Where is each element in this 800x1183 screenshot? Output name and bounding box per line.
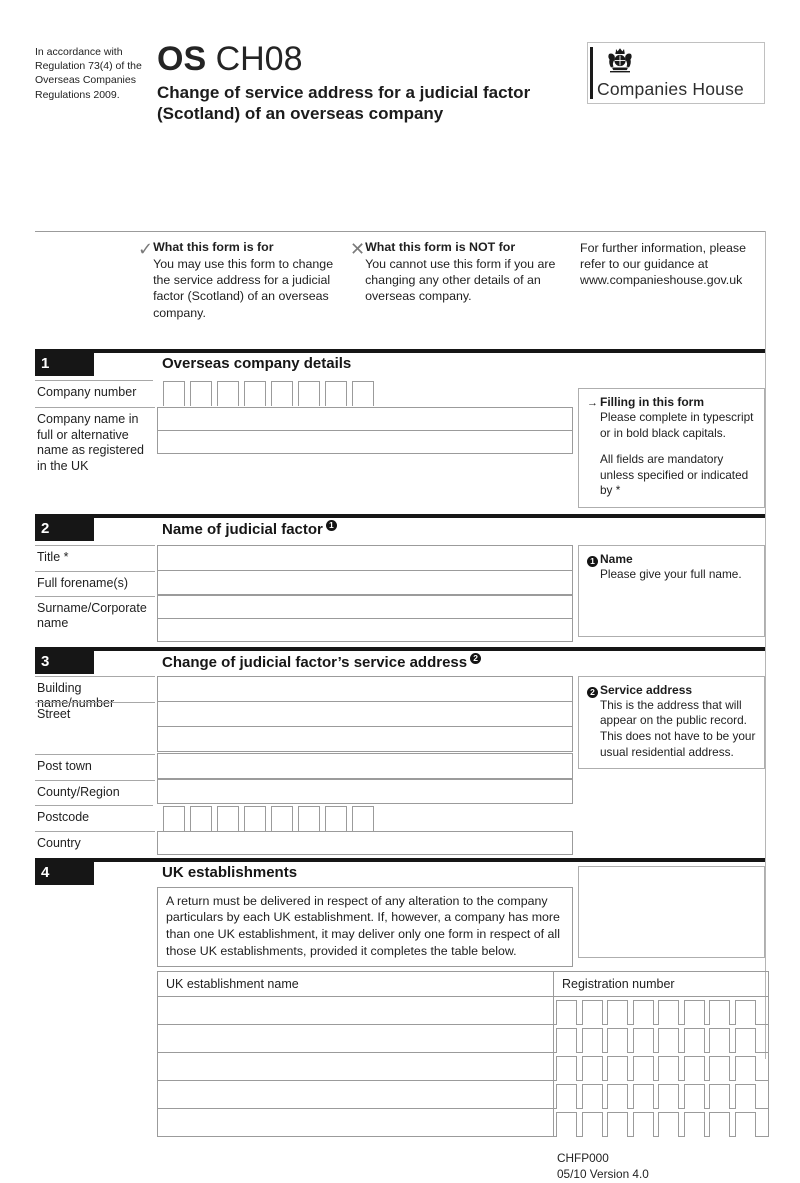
- registration-number-cell[interactable]: [607, 1000, 628, 1025]
- registration-number-cell[interactable]: [735, 1084, 756, 1109]
- section-change-of-service-address: [35, 647, 765, 858]
- section-number-badge: 1: [35, 353, 94, 376]
- registration-number-cell[interactable]: [633, 1028, 654, 1053]
- company-number-cell[interactable]: [217, 381, 239, 406]
- post-town-input[interactable]: [157, 753, 573, 779]
- postcode-cell[interactable]: [271, 806, 293, 831]
- form-footer: [557, 1151, 765, 1183]
- footnote-2-marker: 2: [587, 687, 598, 698]
- registration-number-cell[interactable]: [684, 1056, 705, 1081]
- what-form-is-for: [138, 239, 350, 349]
- filling-in-form-note: [578, 388, 765, 508]
- registration-number-cell[interactable]: [582, 1000, 603, 1025]
- surname-input-line2[interactable]: [157, 618, 573, 642]
- registration-number-cell[interactable]: [556, 1028, 577, 1053]
- registration-number-cell[interactable]: [556, 1112, 577, 1137]
- royal-crest-icon: [602, 46, 638, 81]
- note-line2: All fields are mandatory unless specified or indicated by *: [600, 452, 749, 498]
- empty-note-box: [578, 866, 765, 958]
- country-input[interactable]: [157, 831, 573, 855]
- establishment-name-cell[interactable]: [158, 1053, 554, 1080]
- what-form-is-not-for: [350, 239, 580, 349]
- table-row: [157, 1080, 769, 1109]
- registration-number-cell[interactable]: [633, 1056, 654, 1081]
- registration-number-cell[interactable]: [633, 1084, 654, 1109]
- check-icon: ✓: [138, 239, 154, 259]
- section-title: Change of judicial factor’s service address 2: [94, 651, 481, 671]
- registration-number-cell[interactable]: [709, 1000, 730, 1025]
- intro-strip: [35, 231, 765, 349]
- registration-number-cell[interactable]: [709, 1028, 730, 1053]
- establishment-name-header: UK establishment name: [158, 972, 554, 996]
- title-label: Title *: [35, 545, 155, 571]
- section-uk-establishments: [35, 858, 765, 1137]
- section-name-of-judicial-factor: [35, 514, 765, 647]
- footnote-1-marker: 1: [587, 556, 598, 567]
- registration-number-header: Registration number: [562, 977, 675, 992]
- company-number-boxes: [163, 381, 573, 406]
- company-number-cell[interactable]: [163, 381, 185, 406]
- registration-number-cell[interactable]: [556, 1000, 577, 1025]
- postcode-cell[interactable]: [217, 806, 239, 831]
- form-code-suffix: CH08: [215, 40, 303, 78]
- registration-number-cell[interactable]: [735, 1112, 756, 1137]
- forename-label: Full forename(s): [35, 571, 155, 596]
- is-for-body: You may use this form to change the service address for a judicial factor (Scotland) of an overseas company.: [153, 257, 334, 320]
- section-number-badge: 4: [35, 862, 94, 885]
- registration-number-cell[interactable]: [556, 1084, 577, 1109]
- company-number-cell[interactable]: [190, 381, 212, 406]
- title-block: [153, 42, 587, 231]
- registration-number-cell[interactable]: [658, 1084, 679, 1109]
- note-line1: Please complete in typescript or in bold black capitals.: [600, 410, 754, 440]
- country-label: Country: [35, 831, 155, 855]
- section-number-badge: 2: [35, 518, 94, 541]
- section-title: Name of judicial factor 1: [94, 518, 337, 538]
- form-header: [35, 42, 765, 231]
- registration-number-cell[interactable]: [658, 1000, 679, 1025]
- registration-number-cell[interactable]: [709, 1084, 730, 1109]
- postcode-cell[interactable]: [190, 806, 212, 831]
- logo-left-bar: [590, 47, 593, 99]
- note-title: Filling in this form: [600, 395, 704, 409]
- note-body: Please give your full name.: [600, 566, 742, 581]
- establishment-name-cell[interactable]: [158, 997, 554, 1024]
- form-code-prefix: OS: [157, 40, 207, 78]
- company-number-cell[interactable]: [352, 381, 374, 406]
- company-number-label: Company number: [35, 380, 153, 407]
- registration-number-cell[interactable]: [633, 1000, 654, 1025]
- street-label: Street: [35, 702, 155, 754]
- establishment-name-cell[interactable]: [158, 1081, 554, 1108]
- registration-number-cell[interactable]: [658, 1056, 679, 1081]
- table-row: [157, 1052, 769, 1081]
- uk-establishments-intro: A return must be delivered in respect of any alteration to the company particulars by each UK establishment. If, however, a company has more than one UK establishment, it may deliver only one form in respect of all those UK establishments, provided it completes the table below.: [157, 887, 573, 967]
- note-title: Service address: [600, 682, 693, 697]
- table-row: [157, 996, 769, 1025]
- company-number-cell[interactable]: [325, 381, 347, 406]
- registration-number-cell[interactable]: [735, 1028, 756, 1053]
- note-body: This is the address that will appear on the public record. This does not have to be your usual residential address.: [600, 697, 756, 759]
- street-input-line1[interactable]: [157, 701, 573, 727]
- guidance-note: For further information, please refer to our guidance at www.companieshouse.gov.uk: [580, 241, 746, 288]
- registration-number-cell[interactable]: [735, 1000, 756, 1025]
- county-label: County/Region: [35, 780, 155, 805]
- companies-house-logo: [587, 42, 765, 104]
- registration-number-cell[interactable]: [658, 1112, 679, 1137]
- postcode-cell[interactable]: [163, 806, 185, 831]
- postcode-cell[interactable]: [244, 806, 266, 831]
- registration-number-cell[interactable]: [684, 1028, 705, 1053]
- company-name-label: Company name in full or alternative name as registered in the UK: [35, 407, 155, 454]
- company-name-input-line1[interactable]: [157, 407, 573, 431]
- registration-number-cell[interactable]: [607, 1084, 628, 1109]
- cross-icon: ✕: [350, 239, 366, 259]
- form-code: [157, 42, 587, 76]
- registration-number-cell[interactable]: [582, 1084, 603, 1109]
- registration-number-cell[interactable]: [658, 1028, 679, 1053]
- name-note: [578, 545, 765, 637]
- postcode-cell[interactable]: [352, 806, 374, 831]
- registration-number-cell[interactable]: [709, 1056, 730, 1081]
- registration-number-cell[interactable]: [607, 1112, 628, 1137]
- building-label: Building name/number: [35, 676, 155, 702]
- registration-number-cell[interactable]: [582, 1056, 603, 1081]
- establishment-name-cell[interactable]: [158, 1025, 554, 1052]
- surname-label: Surname/Corporate name: [35, 596, 155, 644]
- company-name-input-line2[interactable]: [157, 430, 573, 454]
- not-for-title: What this form is NOT for: [365, 240, 516, 254]
- establishment-name-cell[interactable]: [158, 1109, 554, 1136]
- note-title: Name: [600, 551, 633, 566]
- section-title: UK establishments: [162, 863, 298, 881]
- company-number-cell[interactable]: [298, 381, 320, 406]
- company-number-cell[interactable]: [244, 381, 266, 406]
- postcode-boxes: [163, 806, 573, 831]
- logo-wordmark: Companies House: [597, 79, 744, 99]
- form-title: Change of service address for a judicial factor (Scotland) of an overseas company: [157, 83, 531, 123]
- title-input[interactable]: [157, 545, 573, 571]
- registration-number-cell[interactable]: [684, 1112, 705, 1137]
- section-title: Overseas company details: [162, 355, 352, 372]
- postcode-label: Postcode: [35, 805, 153, 831]
- surname-input-line1[interactable]: [157, 595, 573, 619]
- registration-number-cell[interactable]: [633, 1112, 654, 1137]
- footnote-1-marker: 1: [326, 520, 337, 531]
- section-overseas-company-details: [35, 349, 765, 514]
- registration-number-cell[interactable]: [684, 1084, 705, 1109]
- registration-number-cell[interactable]: [582, 1028, 603, 1053]
- not-for-body: You cannot use this form if you are changing any other details of an overseas company.: [365, 257, 556, 304]
- footnote-2-marker: 2: [470, 653, 481, 664]
- arrow-icon: →: [587, 397, 598, 409]
- street-input-line2[interactable]: [157, 726, 573, 752]
- postcode-cell[interactable]: [298, 806, 320, 831]
- registration-number-cell[interactable]: [709, 1112, 730, 1137]
- footer-code: CHFP000: [557, 1151, 609, 1166]
- company-number-cell[interactable]: [271, 381, 293, 406]
- registration-number-cell[interactable]: [684, 1000, 705, 1025]
- postcode-cell[interactable]: [325, 806, 347, 831]
- regulation-note: In accordance with Regulation 73(4) of the Overseas Companies Regulations 2009.: [35, 46, 142, 101]
- is-for-title: What this form is for: [153, 240, 274, 254]
- registration-number-cell[interactable]: [556, 1056, 577, 1081]
- footer-version: 05/10 Version 4.0: [557, 1167, 649, 1182]
- post-town-label: Post town: [35, 754, 155, 780]
- registration-number-cell[interactable]: [607, 1056, 628, 1081]
- registration-number-cell[interactable]: [607, 1028, 628, 1053]
- registration-number-cell[interactable]: [735, 1056, 756, 1081]
- building-input[interactable]: [157, 676, 573, 702]
- table-row: [157, 1108, 769, 1137]
- section-number-badge: 3: [35, 651, 94, 674]
- county-input[interactable]: [157, 779, 573, 804]
- uk-establishments-table: [157, 971, 769, 1137]
- service-address-note: [578, 676, 765, 769]
- table-row: [157, 1024, 769, 1053]
- registration-number-cell[interactable]: [582, 1112, 603, 1137]
- forename-input[interactable]: [157, 570, 573, 595]
